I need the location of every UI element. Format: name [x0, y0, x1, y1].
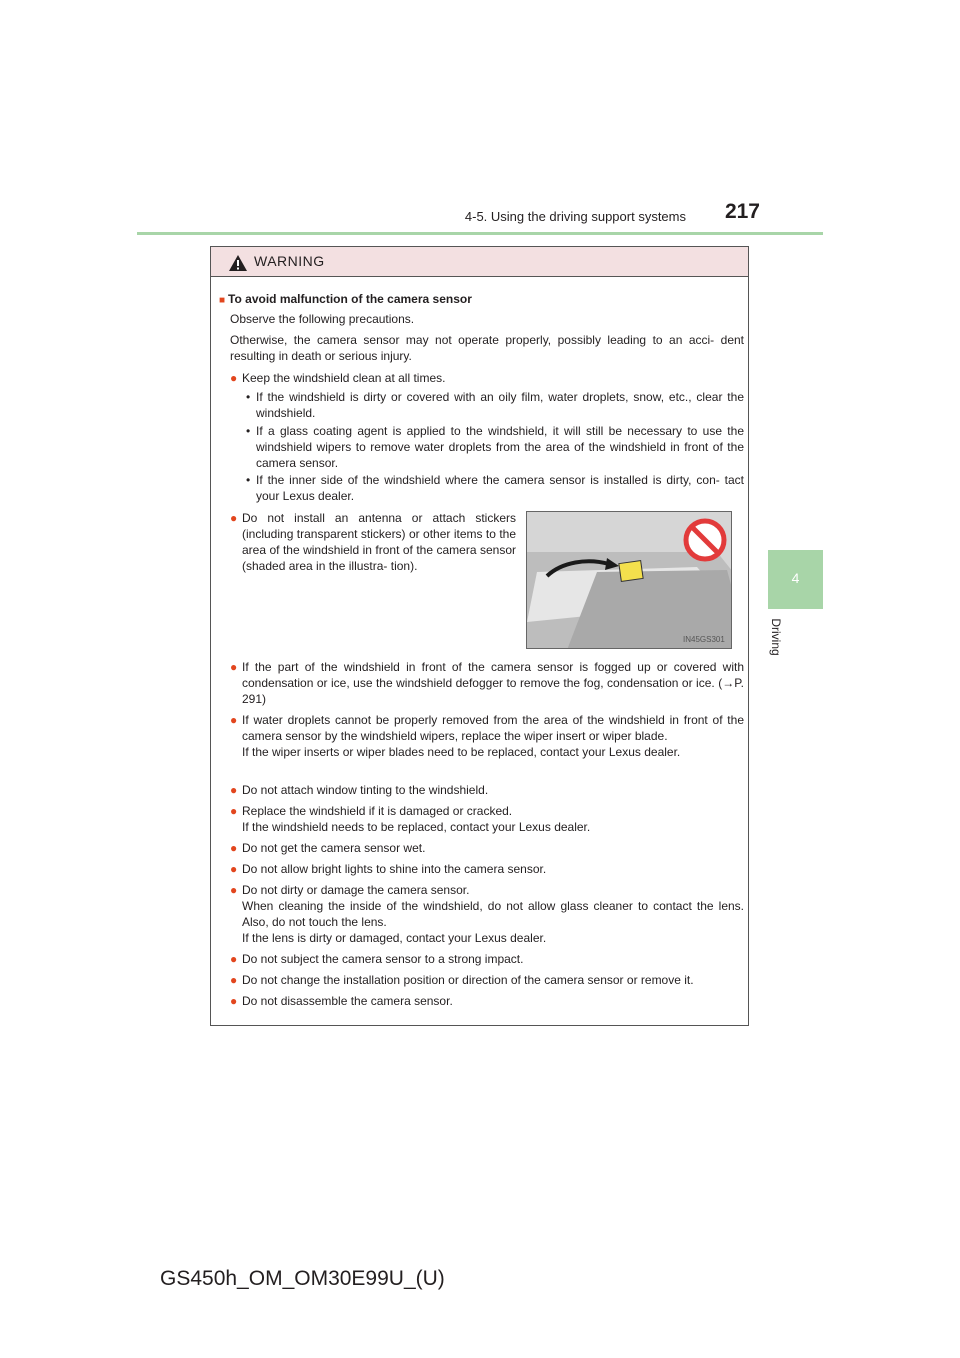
bullet-fogged: ● If the part of the windshield in front of the camera sensor is fogged up or covered with condensation or ice, use the windshield defogger to remove the fog, condensation or ice. (→P. 291)	[230, 660, 744, 706]
warning-title: WARNING	[254, 253, 325, 269]
warning-header	[211, 247, 748, 277]
bullet-no-stickers: ● Do not install an antenna or attach stickers (including transparent stickers) or other items to the area of the windshield in front of the camera sensor (shaded area in the illustra- tion).	[230, 511, 516, 573]
bullet-dot-icon: ●	[230, 994, 238, 1008]
bullet-no-impact: ● Do not subject the camera sensor to a strong impact.	[230, 952, 524, 966]
bullet-not-wet: ● Do not get the camera sensor wet.	[230, 841, 426, 855]
bullet-no-disassemble: ● Do not disassemble the camera sensor.	[230, 994, 453, 1008]
intro-line-1: Observe the following precautions.	[230, 312, 415, 326]
bullet-dot-icon: ●	[230, 713, 238, 727]
illustration-code: IN45GS301	[683, 635, 725, 644]
header-rule	[137, 232, 823, 235]
bullet-dot-icon: ●	[230, 952, 238, 966]
sub-bullet-coating: • If a glass coating agent is applied to the windshield, it will still be necessary to use the windshield wipers to remove water droplets from the area of the windshield in front of the camera sensor.	[246, 424, 744, 470]
square-bullet-icon: ■	[219, 295, 226, 306]
bullet-dot-icon: ●	[230, 862, 238, 876]
warning-heading: ■ To avoid malfunction of the camera sensor	[219, 292, 472, 306]
bullet-dot-icon: ●	[230, 660, 238, 674]
sub-bullet-dirty: • If the windshield is dirty or covered with an oily film, water droplets, snow, etc., clear the windshield.	[246, 390, 744, 420]
bullet-no-dirty: ● Do not dirty or damage the camera sensor. When cleaning the inside of the windshield, do not allow glass cleaner to contact the lens. Also, do not touch the lens. If the lens is dirty or damaged, contact your Lexus dealer.	[230, 883, 744, 945]
section-title: 4-5. Using the driving support systems	[464, 209, 686, 224]
warning-triangle-icon	[228, 254, 248, 272]
sub-bullet-inner-side: • If the inner side of the windshield where the camera sensor is installed is dirty, con- tact your Lexus dealer.	[246, 473, 744, 503]
chapter-tab-number: 4	[791, 570, 800, 586]
windshield-illustration-image	[527, 512, 732, 649]
bullet-dot-icon: ●	[230, 883, 238, 897]
bullet-bright-lights: ● Do not allow bright lights to shine into the camera sensor.	[230, 862, 547, 876]
bullet-dot-icon: ●	[230, 804, 238, 818]
chapter-tab-label: Driving	[769, 618, 783, 656]
bullet-dot-icon: ●	[230, 783, 238, 797]
bullet-water-droplets: ● If water droplets cannot be properly removed from the area of the windshield in front of the camera sensor by the windshield wipers, replace the wiper insert or wiper blade. If the wiper inserts or wiper blades need to be replaced, contact your Lexus dealer.	[230, 713, 744, 759]
bullet-keep-clean: ● Keep the windshield clean at all times.	[230, 371, 446, 385]
bullet-dot-icon: ●	[230, 371, 238, 385]
windshield-illustration	[526, 511, 732, 649]
footer-model: GS450h_OM_OM30E99U_(U)	[160, 1267, 445, 1290]
intro-line-2: Otherwise, the camera sensor may not operate properly, possibly leading to an acci- dent resulting in death or serious injury.	[230, 333, 744, 363]
page-number: 217	[724, 200, 760, 223]
bullet-replace-windshield: ● Replace the windshield if it is damaged or cracked. If the windshield needs to be replaced, contact your Lexus dealer.	[230, 804, 591, 834]
bullet-dot-icon: ●	[230, 511, 238, 525]
bullet-dot-icon: ●	[230, 841, 238, 855]
bullet-no-change-position: ● Do not change the installation position or direction of the camera sensor or remove it.	[230, 973, 694, 987]
bullet-dot-icon: ●	[230, 973, 238, 987]
bullet-no-tinting: ● Do not attach window tinting to the windshield.	[230, 783, 489, 797]
